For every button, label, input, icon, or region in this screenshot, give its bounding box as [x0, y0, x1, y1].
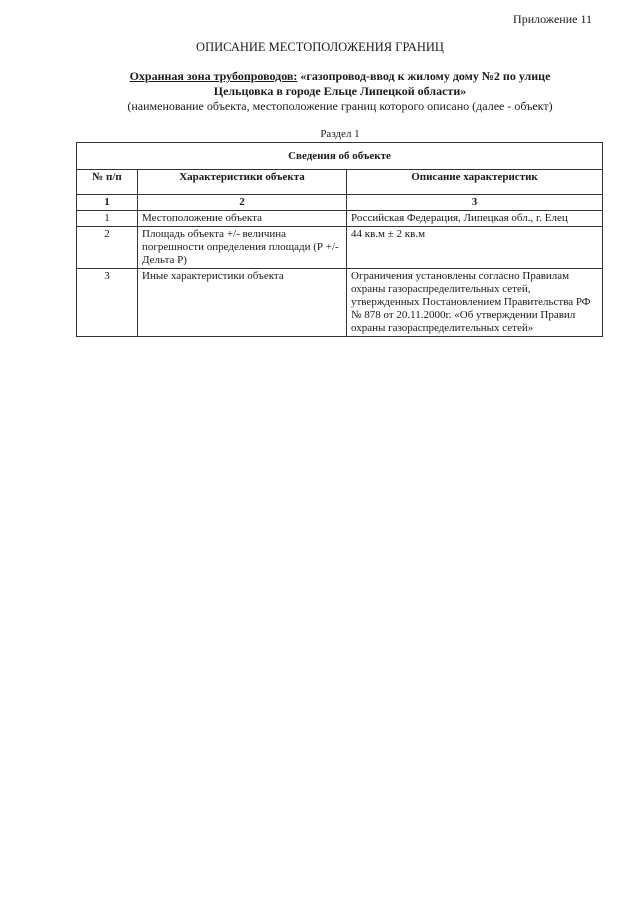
table-caption-row — [77, 143, 603, 170]
row-number: 3 — [77, 269, 138, 337]
row-characteristic: Иные характеристики объекта — [138, 269, 347, 337]
row-characteristic: Площадь объекта +/- величина погрешности определения площади (Р +/- Дельта Р) — [138, 227, 347, 269]
row-description: Российская Федерация, Липецкая обл., г. Елец — [347, 211, 603, 227]
column-number-2: 2 — [138, 195, 347, 211]
header-number: № п/п — [77, 170, 138, 195]
row-description: Ограничения установлены согласно Правилам охраны газораспределительных сетей, утвержденных Постановлением Правительства РФ № 878 от 20.11.2000г. «Об утверждении Правил охраны газораспределительных сетей» — [347, 269, 603, 337]
header-characteristic: Характеристики объекта — [138, 170, 347, 195]
table-row — [77, 269, 603, 337]
object-name-line-1 — [70, 69, 610, 84]
table-row — [77, 211, 603, 227]
section-label: Раздел 1 — [320, 128, 360, 140]
row-description: 44 кв.м ± 2 кв.м — [347, 227, 603, 269]
appendix-label: Приложение 11 — [513, 12, 592, 26]
document-title: ОПИСАНИЕ МЕСТОПОЛОЖЕНИЯ ГРАНИЦ — [196, 40, 444, 54]
header-description: Описание характеристик — [347, 170, 603, 195]
table-column-numbers-row — [77, 195, 603, 211]
object-name-block — [70, 69, 610, 114]
column-number-3: 3 — [347, 195, 603, 211]
object-info-table — [76, 142, 603, 337]
table-header-row — [77, 170, 603, 195]
object-name-line-2: Цельцовка в городе Ельце Липецкой области» — [213, 84, 467, 98]
table-caption: Сведения об объекте — [77, 143, 603, 170]
column-number-1: 1 — [77, 195, 138, 211]
row-number: 2 — [77, 227, 138, 269]
table-row — [77, 227, 603, 269]
object-prefix: Охранная зона трубопроводов: — [129, 69, 298, 83]
row-number: 1 — [77, 211, 138, 227]
object-name-part-1: «газопровод-ввод к жилому дому №2 по улице — [300, 69, 551, 83]
object-note: (наименование объекта, местоположение границ которого описано (далее - объект) — [127, 99, 553, 113]
row-characteristic: Местоположение объекта — [138, 211, 347, 227]
